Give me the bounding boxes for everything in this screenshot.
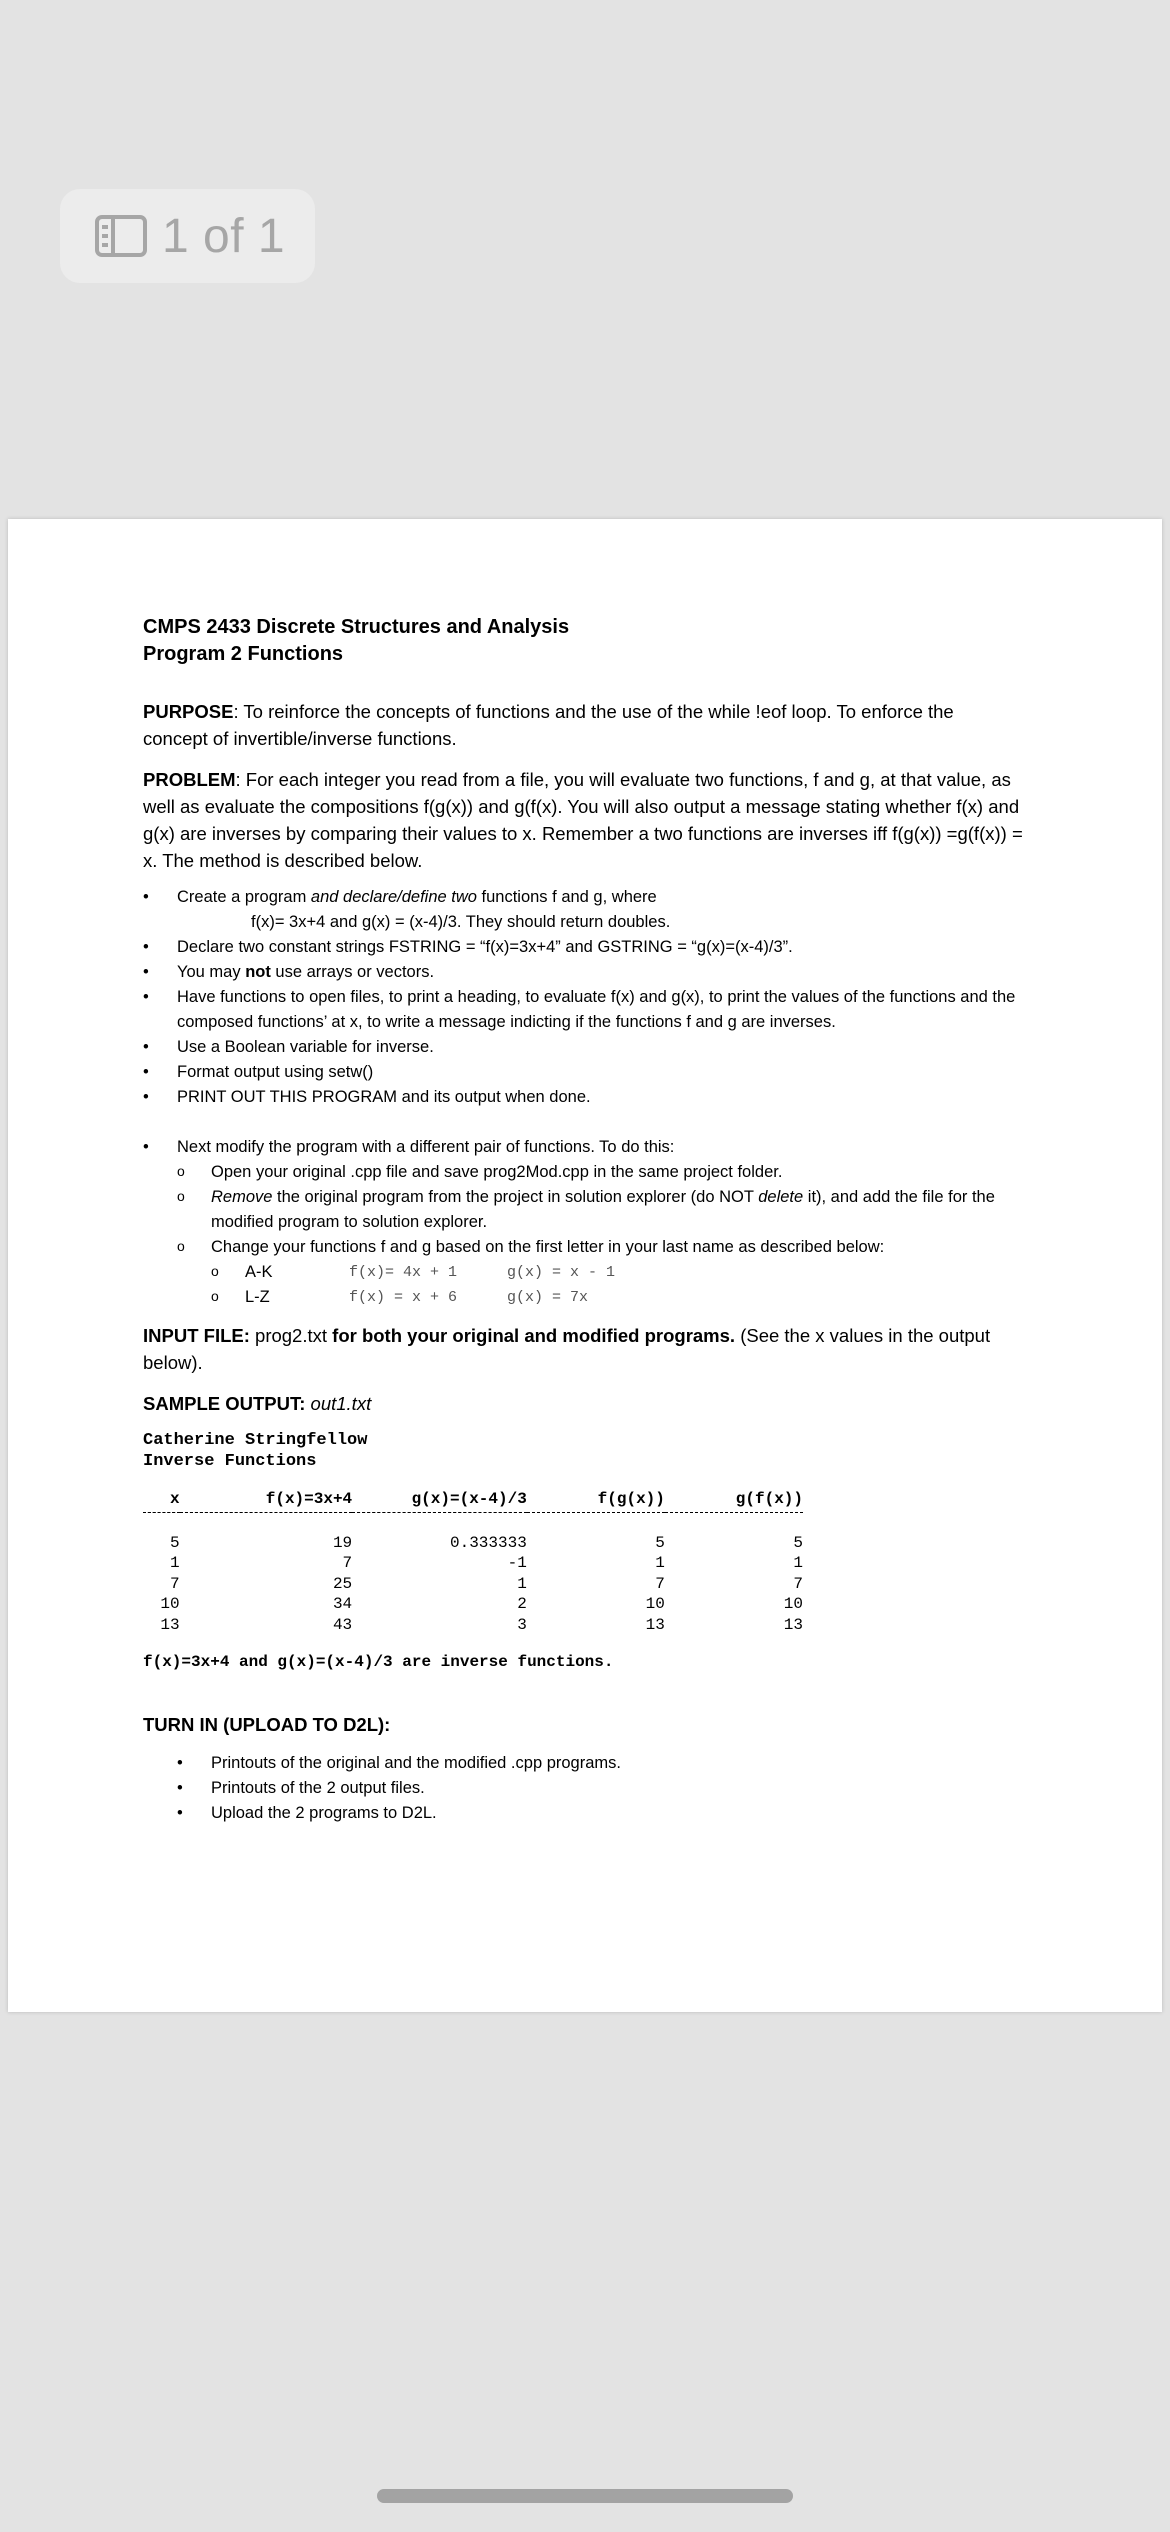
list-item: o L-Z f(x) = x + 6 g(x) = 7x [211,1285,1023,1310]
table-row: 5 19 0.333333 5 5 [169,1533,803,1552]
list-item: o A-K f(x)= 4x + 1 g(x) = x - 1 [211,1260,1023,1285]
table-row: 13 43 3 13 13 [160,1615,803,1634]
list-item: • Have functions to open files, to print a heading, to evaluate f(x) and g(x), to print the values of the functions and the composed functions’ at x, to write a message indicting if the functions f and g are inverses. [143,985,1023,1035]
table-row: 10 34 2 10 10 [160,1595,803,1613]
list-item: o Open your original .cpp file and save prog2Mod.cpp in the same project folder. [177,1160,1023,1185]
function-choices [211,1260,1023,1310]
list-item: • PRINT OUT THIS PROGRAM and its output when done. [143,1085,1023,1110]
page-count-label: 1 of 1 [162,209,286,263]
list-item: • Printouts of the original and the modified .cpp programs. [177,1751,1023,1776]
list-item: • Use a Boolean variable for inverse. [143,1035,1023,1060]
table-header: f(g(x)) [597,1489,665,1508]
list-item: • You may not use arrays or vectors. [143,960,1023,985]
turnin-heading: TURN IN (UPLOAD TO D2L): [143,1714,391,1735]
modify-list [143,1135,1023,1310]
list-item: o Remove the original program from the project in solution explorer (do NOT delete it), and add the file for the modified program to solution explorer. [177,1185,1023,1235]
output-header: Catherine Stringfellow Inverse Functions [143,1431,368,1471]
purpose-paragraph [143,698,1023,752]
turnin-list [143,1751,1023,1826]
sidebar-toggle-icon [94,214,148,258]
list-item: • Format output using setw() [143,1060,1023,1085]
list-item: o Change your functions f and g based on the first letter in your last name as described below: o A-K f(x)= 4x + 1 g(x) = x - 1 o L-Z f(x) = x + 6 g(x) = 7x [177,1235,1023,1310]
table-row: 7 25 1 7 7 [169,1574,803,1593]
input-file-paragraph: INPUT FILE: prog2.txt for both your original and modified programs. (See the x values in the output below). [143,1325,991,1373]
table-header: f(x)=3x+4 [265,1489,353,1508]
problem-text: : For each integer you read from a file, you will evaluate two functions, f and g, at that value, as well as evaluate the compositions f(g(x)) and g(f(x). You will also output a message stating whether f(x) and g(x) are inverses by comparing their values to x. Remember a two functions are inverses iff f(g(x)) =g(f(x)) = x. The method is described below. [143,769,1023,871]
modify-steps [177,1160,1023,1310]
course-title: CMPS 2433 Discrete Structures and Analysis [143,616,570,638]
document-page[interactable] [8,519,1162,2012]
list-item: • Upload the 2 programs to D2L. [177,1801,1023,1826]
page-indicator[interactable] [60,189,315,283]
home-indicator[interactable] [377,2489,793,2503]
table-header: g(x)=(x-4)/3 [411,1489,527,1508]
problem-label: PROBLEM [143,769,236,790]
table-header: x [169,1489,180,1508]
requirements-list [143,885,1023,1110]
purpose-label: PURPOSE [143,701,234,722]
list-item: • Create a program and declare/define two functions f and g, where f(x)= 3x+4 and g(x) = (x-4)/3. They should return doubles. [143,885,1023,935]
output-table [143,1486,803,1635]
sample-output-heading: SAMPLE OUTPUT: out1.txt [143,1393,372,1414]
program-title: Program 2 Functions [143,643,344,665]
conclusion-line: f(x)=3x+4 and g(x)=(x-4)/3 are inverse functions. [143,1653,614,1671]
purpose-text: : To reinforce the concepts of functions and the use of the while !eof loop. To enforce the concept of invertible/inverse functions. [143,701,954,749]
list-item: • Next modify the program with a different pair of functions. To do this: o Open your original .cpp file and save prog2Mod.cpp in the same project folder. o Remove the original program from the project in solution explorer (do NOT delete it), and add the file for the modified program to solution explorer. o Change your functions f and g based on the first letter in your last name as described below: o A-K f(x)= 4x + 1 g(x) = x - 1 o L-Z f(x) = x + 6 g(x) = 7x [143,1135,1023,1310]
table-header: g(f(x)) [735,1489,803,1508]
list-item: • Declare two constant strings FSTRING = “f(x)=3x+4” and GSTRING = “g(x)=(x-4)/3”. [143,935,1023,960]
list-item: • Printouts of the 2 output files. [177,1776,1023,1801]
problem-paragraph [143,766,1023,874]
table-row: 1 7 -1 1 1 [169,1554,803,1572]
